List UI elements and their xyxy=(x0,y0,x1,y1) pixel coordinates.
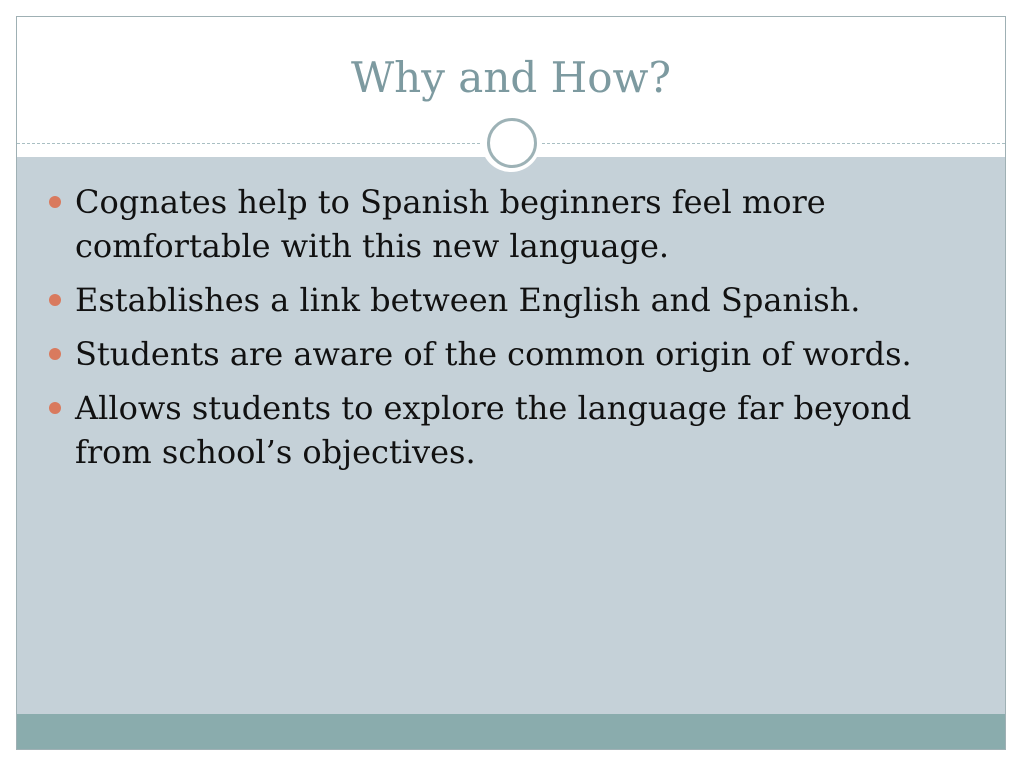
bottom-bar xyxy=(17,714,1005,749)
slide-title: Why and How? xyxy=(350,53,671,102)
bullet-dot-icon xyxy=(49,348,61,360)
bullet-text: Students are aware of the common origin of words. xyxy=(75,335,912,373)
bullet-text: Allows students to explore the language far beyond from school’s objectives. xyxy=(75,389,912,471)
slide xyxy=(16,16,1006,750)
bullet-dot-icon xyxy=(49,294,61,306)
bullet-text: Establishes a link between English and Spanish. xyxy=(75,281,861,319)
bullet-item xyxy=(47,386,977,474)
bullet-item xyxy=(47,278,977,322)
circle-ornament-icon xyxy=(487,118,537,168)
bullet-text: Cognates help to Spanish beginners feel more comfortable with this new language. xyxy=(75,183,826,265)
bullet-item xyxy=(47,180,977,268)
bullet-list xyxy=(47,180,977,484)
bullet-dot-icon xyxy=(49,402,61,414)
bullet-item xyxy=(47,332,977,376)
bullet-dot-icon xyxy=(49,196,61,208)
